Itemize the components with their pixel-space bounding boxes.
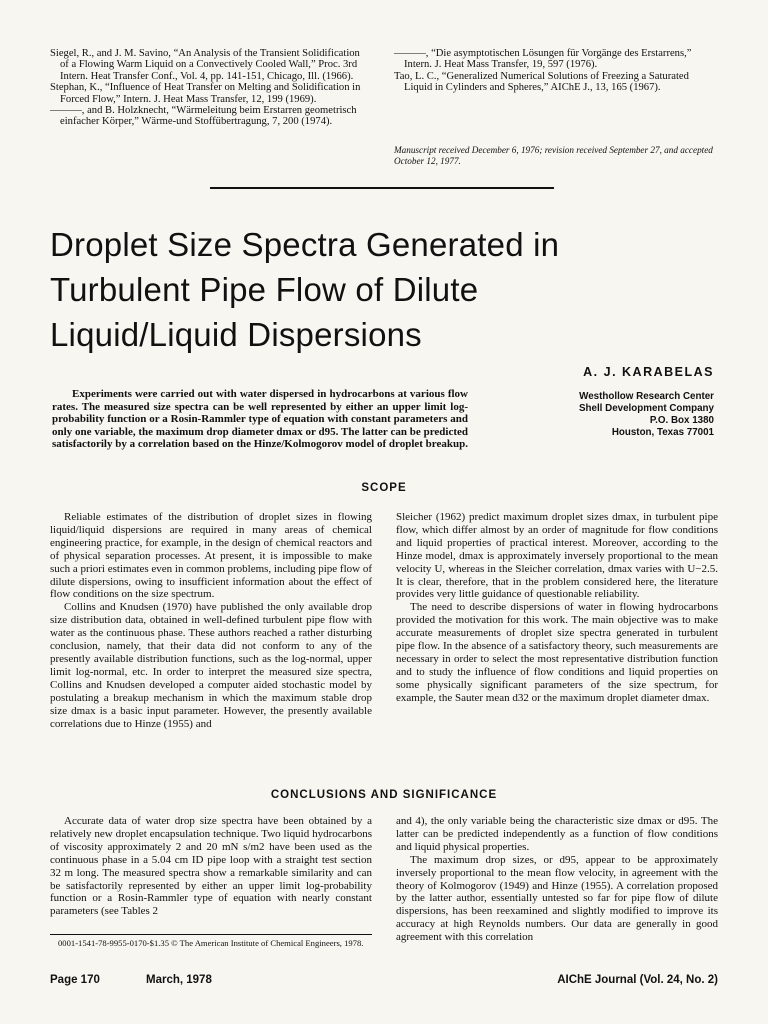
scope-heading: SCOPE	[361, 482, 407, 494]
paragraph: Accurate data of water drop size spectra have been obtained by a relatively new droplet encapsulation technique. Two liquid hydrocarbons of viscosity approximately 2 and 20 mN s/m2 have been used as the continuous phase in a 5.04 cm ID pipe loop with a straight test section 32 m long. The measured spectra show a remarkable similarity and can be satisfactorily represented by either an upper limit log-probability function or a Rosin-Rammler type of equation with nearly constant parameters (see Tables 2	[50, 815, 372, 918]
references-left	[50, 48, 368, 128]
references-right	[394, 48, 714, 94]
divider-rule	[210, 187, 554, 189]
abstract	[52, 388, 468, 451]
paragraph: and 4), the only variable being the characteristic size dmax or d95. The latter can be predicted independently as a function of flow conditions and liquid physical properties.	[396, 815, 718, 853]
affiliation-line: Westhollow Research Center	[579, 391, 714, 402]
page-number: Page 170	[50, 974, 100, 986]
issue-date: March, 1978	[146, 974, 212, 986]
title-line: Turbulent Pipe Flow of Dilute	[50, 271, 479, 308]
reference-item: Siegel, R., and J. M. Savino, “An Analysis of the Transient Solidification of a Flowing Warm Liquid on a Convectively Cooled Wall,” Proc. 3rd Intern. Heat Transfer Conf., Vol. 4, pp. 141-151, Chicago, Ill. (1966).	[50, 48, 360, 82]
article-title	[50, 222, 710, 357]
conclusions-left-column	[50, 815, 372, 918]
manuscript-note: Manuscript received December 6, 1976; revision received September 27, and accepted October 12, 1977.	[394, 145, 713, 166]
reference-item: ———, “Die asymptotischen Lösungen für Vorgänge des Erstarrens,” Intern. J. Heat Mass Transfer, 19, 597 (1976).	[394, 48, 692, 71]
reference-item: Tao, L. C., “Generalized Numerical Solutions of Freezing a Saturated Liquid in Cylinders and Spheres,” AIChE J., 13, 165 (1967).	[394, 70, 689, 94]
paragraph: Sleicher (1962) predict maximum droplet sizes dmax, in turbulent pipe flow, which differ almost by an order of magnitude for flow conditions and liquid properties of practical interest. Moreover, according to the Hinze model, dmax is approximately inversely proportional to the mean velocity U, whereas in the Sleicher correlation, dmax varies with U−2.5. It is clear, therefore, that in the problem considered here, the literature provides very little guidance of questionable reliability.	[396, 511, 718, 601]
conclusions-heading: CONCLUSIONS AND SIGNIFICANCE	[270, 789, 498, 801]
paragraph: Collins and Knudsen (1970) have published the only available drop size distribution data, obtained in well-defined turbulent pipe flow with water as the continuous phase. These authors reached a rather disturbing conclusion, namely, that their data did not conform to any of the presently available distribution functions, such as the log-normal, upper limit log-normal, etc. In order to interpret the measured size spectra, Collins and Knudsen developed a computer aided stochastic model by postulating a breakup mechanism in which the maximum stable drop size dmax is a basic input parameter. However, the presently available correlations due to Hinze (1955) and	[50, 601, 372, 730]
author-block	[540, 365, 714, 439]
author-name: A. J. KARABELAS	[583, 365, 714, 379]
affiliation-line: Houston, Texas 77001	[611, 427, 714, 438]
paragraph: Reliable estimates of the distribution of droplet sizes in flowing liquid/liquid dispersions are required in many areas of chemical engineering practice, for example, in the design of chemical reactors and of physical separation processes. At present, it is impossible to make such a priori estimates even in common problems, including pipe flow of dilute dispersions, owing to insufficient information about the effect of flow conditions on the size spectrum.	[50, 511, 372, 601]
reference-item: ———, and B. Holzknecht, “Wärmeleitung beim Erstarren geometrisch einfacher Körper,” Wärme-und Stoffübertragung, 7, 200 (1974).	[50, 105, 357, 128]
conclusions-right-column	[396, 815, 718, 944]
scope-right-column	[396, 511, 718, 705]
copyright-footnote: 0001-1541-78-9955-0170-$1.35 © The American Institute of Chemical Engineers, 1978.	[58, 938, 364, 948]
paragraph: The need to describe dispersions of water in flowing hydrocarbons provided the motivation for this work. The main objective was to make accurate measurements of droplet size spectra generated in turbulent pipe flow. In the absence of a satisfactory theory, such measurements are necessary in order to select the most representative distribution function and to study the influence of flow conditions and liquid properties on some physically significant parameters of the size spectrum, for example, the Sauter mean d32 or the maximum droplet diameter dmax.	[396, 601, 718, 704]
abstract-text: Experiments were carried out with water dispersed in hydrocarbons at various flow rates. The measured size spectra can be well represented by either an upper limit log-probability function or a Rosin-Rammler type of equation with constant parameters and only one variable, the maximum drop diameter dmax or d95. The latter can be predicted satisfactorily by a correlation based on the Hinze/Kolmogorov model of droplet breakup.	[52, 388, 468, 451]
footnote-area	[50, 934, 372, 948]
reference-item: Stephan, K., “Influence of Heat Transfer on Melting and Solidification in Forced Flow,” Intern. J. Heat Mass Transfer, 12, 199 (1969).	[50, 82, 361, 105]
scope-left-column	[50, 511, 372, 730]
title-line: Droplet Size Spectra Generated in	[50, 226, 560, 263]
paragraph: The maximum drop sizes, or d95, appear to be approximately inversely proportional to the mean flow velocity, in agreement with the theory of Kolmogorov (1949) and Hinze (1955). A correlation proposed by the latter author, essentially untested so far for pipe flow of dilute dispersions, has been reexamined and slightly modified to improve its accuracy at high Reynolds numbers. Our data are generally in good agreement with this correlation	[396, 853, 718, 944]
affiliation-line: P.O. Box 1380	[649, 415, 714, 426]
affiliation-line: Shell Development Company	[578, 403, 714, 414]
journal-citation: AIChE Journal (Vol. 24, No. 2)	[557, 974, 718, 986]
title-line: Liquid/Liquid Dispersions	[50, 316, 422, 353]
